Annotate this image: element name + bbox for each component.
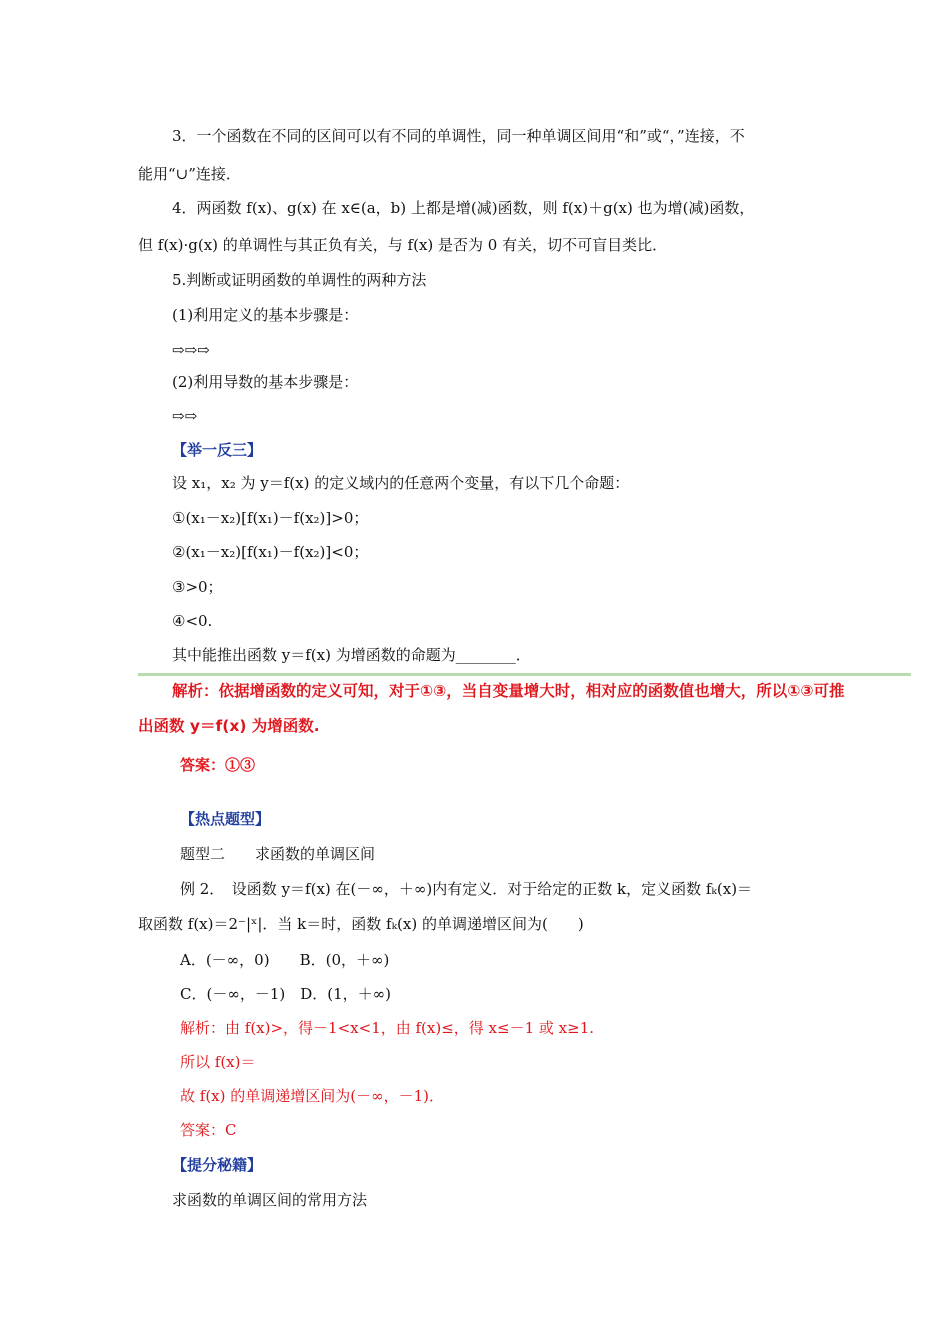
answer-2: 答案：C — [180, 1121, 237, 1139]
options-cd: C．(－∞，－1) D．(1，＋∞) — [180, 985, 391, 1003]
method-1-arrows: ⇨⇨⇨ — [172, 341, 210, 359]
section-heading-practice: 【举一反三】 — [172, 441, 263, 459]
method-2-arrows: ⇨⇨ — [172, 407, 198, 425]
solution-line1: 解析：依据增函数的定义可知，对于①③，当自变量增大时，相对应的函数值也增大，所以①③可推 — [172, 682, 845, 700]
point-4-line2: 但 f(x)·g(x) 的单调性与其正负有关，与 f(x) 是否为 0 有关，切不可盲目类比． — [138, 236, 668, 254]
point-5-heading: 5.判断或证明函数的单调性的两种方法 — [172, 271, 427, 289]
example-solution-line2: 所以 f(x)＝ — [180, 1053, 256, 1071]
problem-question: 其中能推出函数 y＝f(x) 为增函数的命题为________． — [172, 646, 531, 664]
options-ab: A．(－∞，0) B．(0，＋∞) — [180, 951, 390, 969]
proposition-1: ①(x₁－x₂)[f(x₁)－f(x₂)]>0； — [172, 509, 369, 527]
section-heading-hot: 【热点题型】 — [180, 810, 271, 828]
divider-rule — [138, 673, 911, 676]
example-solution-line3: 故 f(x) 的单调递增区间为(－∞，－1)． — [180, 1087, 444, 1105]
proposition-4: ④<0. — [172, 612, 213, 630]
example-2-line2: 取函数 f(x)＝2⁻|ˣ|．当 k＝时，函数 fₖ(x) 的单调递增区间为( ) — [138, 915, 584, 933]
example-solution-line1: 解析：由 f(x)>，得－1<x<1，由 f(x)≤，得 x≤－1 或 x≥1. — [180, 1019, 595, 1037]
section-heading-tips: 【提分秘籍】 — [172, 1156, 263, 1174]
point-3-line2: 能用“∪”连接． — [138, 165, 241, 183]
point-3-line1: 3．一个函数在不同的区间可以有不同的单调性，同一种单调区间用“和”或“，”连接，不 — [172, 127, 745, 145]
tips-text: 求函数的单调区间的常用方法 — [172, 1191, 368, 1209]
point-4-line1: 4．两函数 f(x)、g(x) 在 x∈(a，b) 上都是增(减)函数，则 f(x)＋g(x) 也为增(减)函数， — [172, 199, 755, 217]
method-1-label: (1)利用定义的基本步骤是： — [172, 306, 359, 324]
proposition-2: ②(x₁－x₂)[f(x₁)－f(x₂)]<0； — [172, 543, 369, 561]
method-2-label: (2)利用导数的基本步骤是： — [172, 373, 359, 391]
example-2-line1: 例 2． 设函数 y＝f(x) 在(－∞，＋∞)内有定义．对于给定的正数 k，定义函数 fₖ(x)＝ — [180, 880, 753, 898]
problem-type-title: 题型二 求函数的单调区间 — [180, 845, 376, 863]
answer-1: 答案：①③ — [180, 756, 256, 774]
solution-line2: 出函数 y＝f(x) 为增函数. — [138, 717, 320, 735]
proposition-3: ③>0； — [172, 578, 223, 596]
problem-statement: 设 x₁，x₂ 为 y＝f(x) 的定义域内的任意两个变量，有以下几个命题： — [172, 474, 630, 492]
